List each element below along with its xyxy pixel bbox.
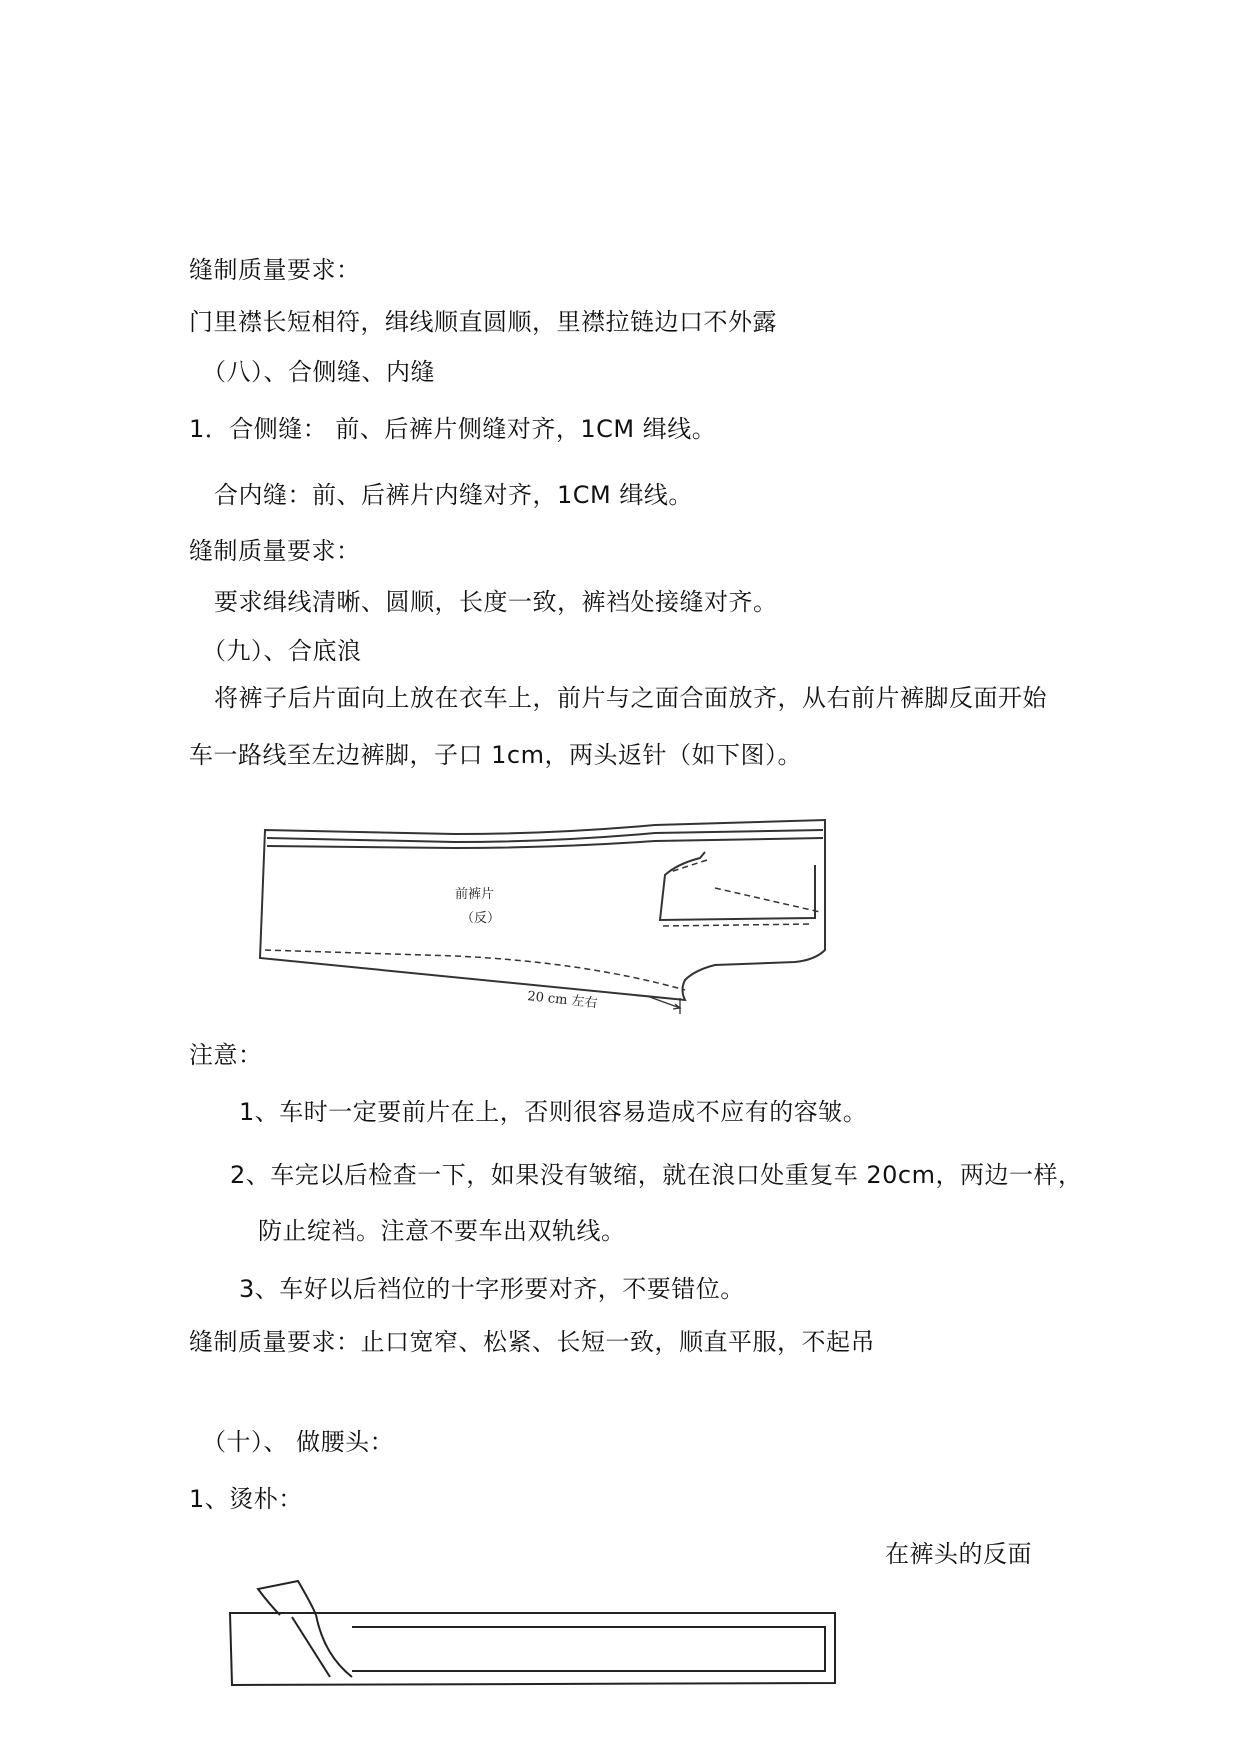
interfacing-step: 1、烫朴： [189, 1485, 303, 1513]
quality-requirement-heading: 缝制质量要求： [189, 256, 361, 284]
seam-requirement-text: 要求缉线清晰、圆顺，长度一致，裤裆处接缝对齐。 [214, 588, 778, 616]
note-item-3: 3、车好以后裆位的十字形要对齐，不要错位。 [239, 1275, 745, 1303]
note-item-2-cont: 防止绽裆。注意不要车出双轨线。 [258, 1217, 626, 1245]
interfacing-note: 在裤头的反面 [885, 1540, 1032, 1568]
quality-requirement-heading: 缝制质量要求： [189, 537, 361, 565]
inseam-step: 合内缝：前、后裤片内缝对齐，1CM 缉线。 [214, 481, 693, 509]
crotch-seam-instruction-cont: 车一路线至左边裤脚，子口 1cm，两头返针（如下图）。 [189, 741, 802, 769]
quality-requirement-text: 缝制质量要求：止口宽窄、松紧、长短一致，顺直平服，不起吊 [189, 1328, 875, 1356]
note-item-2: 2、车完以后检查一下，如果没有皱缩，就在浪口处重复车 20cm，两边一样， [230, 1161, 1083, 1189]
note-item-1: 1、车时一定要前片在上，否则很容易造成不应有的容皱。 [239, 1098, 868, 1126]
section-10-heading: （十）、 做腰头： [202, 1428, 395, 1456]
crotch-seam-instruction: 将裤子后片面向上放在衣车上，前片与之面合面放齐，从右前片裤脚反面开始 [214, 684, 1047, 712]
panel-label: 前裤片 [455, 887, 495, 902]
front-trouser-panel-diagram [255, 800, 855, 1020]
note-heading: 注意： [189, 1041, 263, 1069]
fly-requirement-text: 门里襟长短相符，缉线顺直圆顺，里襟拉链边口不外露 [189, 308, 777, 336]
section-9-heading: （九）、合底浪 [202, 637, 362, 665]
panel-side-label: （反） [461, 911, 501, 926]
waistband-interfacing-diagram [220, 1575, 860, 1695]
measure-label: 20 cm 左右 [526, 989, 599, 1012]
side-seam-step: 1．合侧缝： 前、后裤片侧缝对齐，1CM 缉线。 [189, 415, 717, 443]
section-8-heading: （八）、合侧缝、内缝 [202, 358, 435, 386]
